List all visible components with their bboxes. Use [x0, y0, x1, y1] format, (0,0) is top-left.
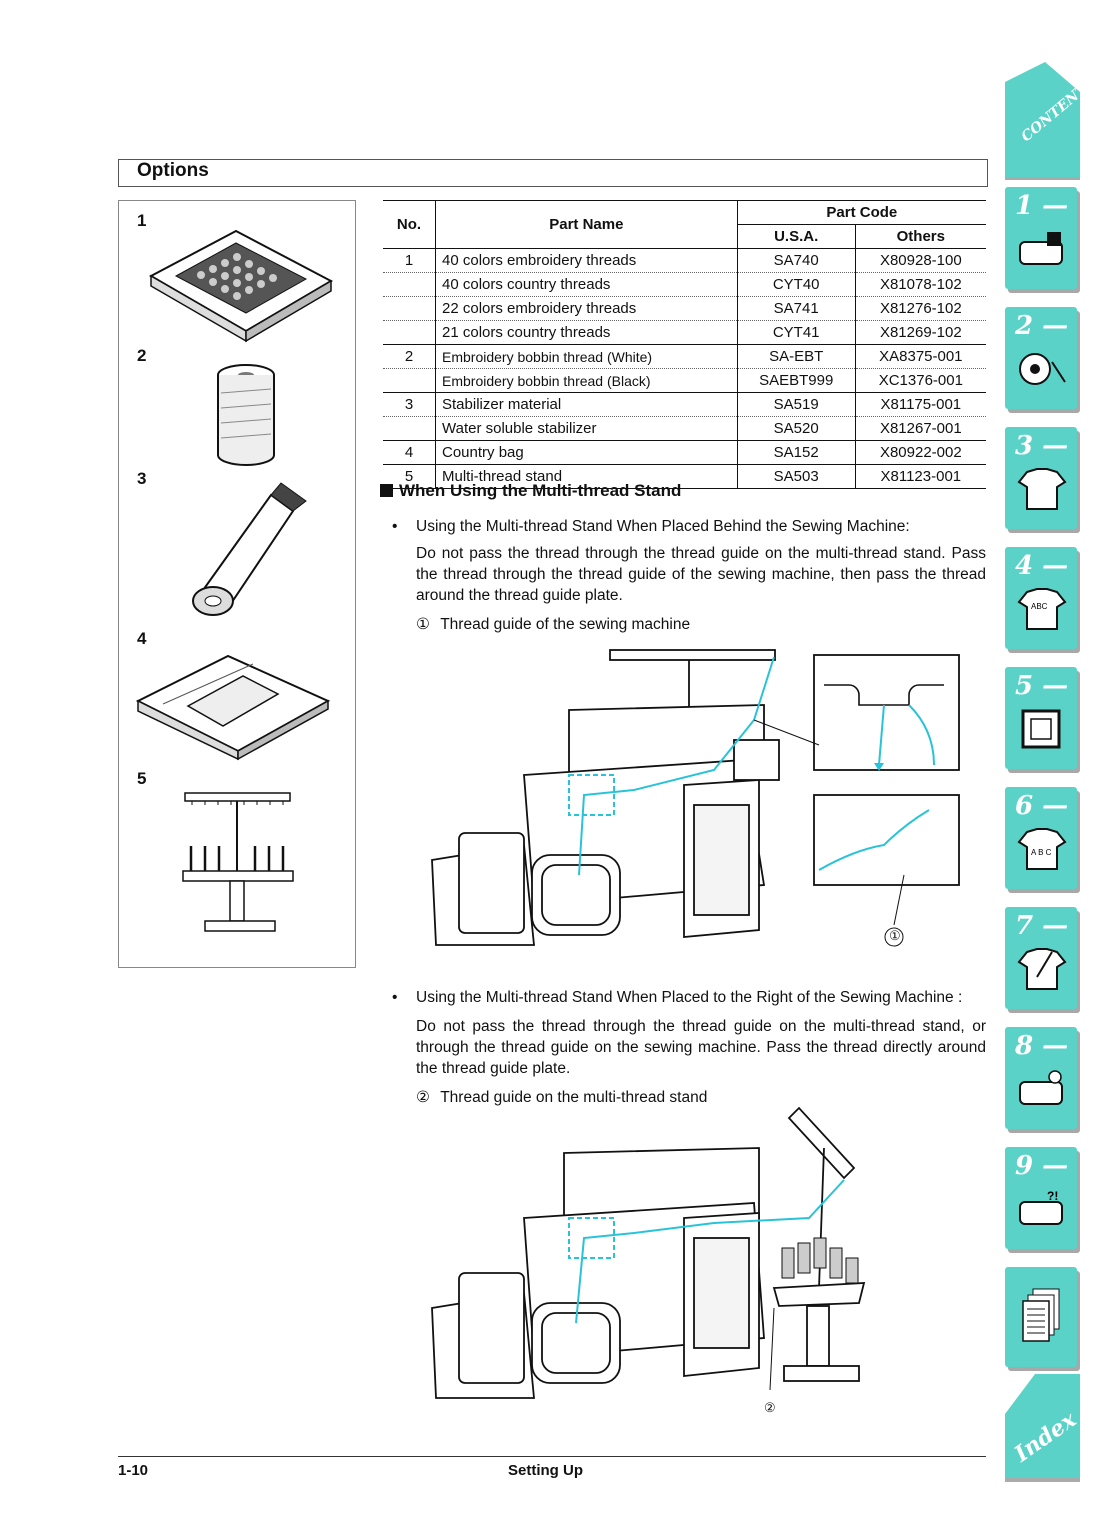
item-number-5: 5: [137, 769, 147, 788]
tab-chapter-4[interactable]: 4 — ABC: [1005, 547, 1077, 649]
table-row: [383, 297, 986, 321]
page-number: 1-10: [118, 1462, 149, 1479]
contents-label: CONTENTS: [1018, 74, 1098, 146]
machine-stand-behind-illustration: [414, 645, 986, 960]
col-header-part-code: Part Code: [737, 201, 986, 225]
table-row: [383, 441, 986, 465]
row-no: [383, 273, 436, 297]
thread-spool-icon: [1017, 347, 1067, 392]
tab-chapter-5[interactable]: 5 —: [1005, 667, 1077, 769]
row-others-code: XA8375-001: [879, 348, 963, 365]
bullet-dot: •: [392, 989, 398, 1006]
embroidered-shirt-icon: [1017, 587, 1067, 632]
square-bullet-icon: [380, 484, 393, 497]
item-number-2: 2: [137, 346, 147, 365]
bullet1-body: Do not pass the thread through the thread guide on the multi-thread stand. Pass the thread through the thread guide of the sewing machine, then pass the thread around the thread guide plate.: [416, 545, 986, 604]
abc-icon-text: ABC: [1031, 602, 1048, 611]
machine-troubleshoot-icon: [1017, 1187, 1067, 1232]
col-header-usa: U.S.A.: [737, 225, 855, 249]
row-part-name: Water soluble stabilizer: [436, 417, 738, 441]
row-usa-code: SAEBT999: [737, 369, 855, 393]
bullet-dot: •: [392, 518, 398, 535]
tab-index[interactable]: [1005, 1374, 1080, 1482]
country-bag-illustration: [133, 646, 333, 761]
chapter-tabs: [1000, 62, 1098, 1482]
tab-chapter-2[interactable]: 2 —: [1005, 307, 1077, 409]
row-no: [383, 417, 436, 441]
col-header-part-name: Part Name: [436, 201, 738, 249]
index-label: Index: [1009, 1406, 1082, 1468]
row-others-code: X81269-102: [879, 324, 962, 341]
callout-2: ②: [764, 1400, 776, 1415]
row-part-name: 21 colors country threads: [436, 321, 738, 345]
row-no: 4: [383, 441, 436, 465]
row-others-code: X81267-001: [879, 420, 962, 437]
row-others-code: X81123-001: [880, 468, 962, 485]
row-usa-code: SA-EBT: [737, 345, 855, 369]
row-part-name: Multi-thread stand: [436, 465, 738, 489]
bullet2-heading: Using the Multi-thread Stand When Placed to the Right of the Sewing Machine :: [416, 989, 963, 1006]
shirt-edit-icon: [1017, 947, 1067, 992]
row-no: 1: [383, 249, 436, 273]
col-header-no: No.: [383, 201, 436, 249]
row-usa-code: SA520: [737, 417, 855, 441]
table-row: [383, 417, 986, 441]
row-part-name: Country bag: [436, 441, 738, 465]
row-others-code: X81276-102: [879, 300, 962, 317]
row-part-name: Embroidery bobbin thread (Black): [436, 369, 738, 393]
row-others-code: XC1376-001: [878, 372, 963, 389]
item-number-1: 1: [137, 211, 147, 230]
table-row: [383, 321, 986, 345]
tab-chapter-1[interactable]: 1 —: [1005, 187, 1077, 289]
options-parts-table: [383, 200, 986, 489]
bullet1-heading: Using the Multi-thread Stand When Placed Behind the Sewing Machine:: [416, 518, 910, 535]
row-part-name: 22 colors embroidery threads: [436, 297, 738, 321]
row-part-name: 40 colors embroidery threads: [436, 249, 738, 273]
item-number-4: 4: [137, 629, 147, 648]
bullet-right-of-machine: [392, 987, 986, 1108]
pages-icon: [1023, 1287, 1063, 1347]
question-icon-text: ?!: [1047, 1189, 1059, 1203]
section-header: [118, 159, 988, 187]
row-usa-code: SA519: [737, 393, 855, 417]
tab-chapter-8[interactable]: 8 —: [1005, 1027, 1077, 1129]
embroidery-frame-icon: [1017, 707, 1067, 752]
row-no: 3: [383, 393, 436, 417]
row-usa-code: SA152: [737, 441, 855, 465]
shirt-letters-icon: [1017, 827, 1067, 872]
abc-curved-icon-text: A B C: [1031, 848, 1052, 857]
row-usa-code: CYT40: [737, 273, 855, 297]
table-row: [383, 273, 986, 297]
row-no: [383, 369, 436, 393]
callout-1: ①: [889, 928, 901, 943]
row-no: [383, 297, 436, 321]
bobbin-thread-spool-illustration: [211, 363, 281, 468]
row-others-code: X81175-001: [880, 396, 962, 413]
item-number-3: 3: [137, 469, 147, 488]
row-part-name: Embroidery bobbin thread (White): [436, 345, 738, 369]
row-others-code: X80928-100: [879, 252, 962, 269]
footer-divider: [118, 1456, 986, 1457]
machine-stand-right-illustration: [414, 1108, 874, 1413]
row-others-code: X80922-002: [879, 444, 962, 461]
row-usa-code: SA740: [737, 249, 855, 273]
tab-chapter-9[interactable]: 9 — ?!: [1005, 1147, 1077, 1249]
table-row: [383, 369, 986, 393]
tab-pages[interactable]: [1005, 1267, 1077, 1367]
row-part-name: Stabilizer material: [436, 393, 738, 417]
table-row: [383, 249, 986, 273]
multi-thread-stand-illustration: [177, 791, 297, 941]
section-title: Options: [137, 160, 209, 181]
row-usa-code: CYT41: [737, 321, 855, 345]
row-usa-code: SA503: [737, 465, 855, 489]
tab-contents[interactable]: [1005, 62, 1098, 177]
note-marker: ①: [416, 616, 430, 633]
footer-chapter: Setting Up: [508, 1462, 583, 1479]
row-no: 2: [383, 345, 436, 369]
bullet2-body: Do not pass the thread through the thread guide on the multi-thread stand, or through the thread guide on the sewing machine. Pass the thread directly around the thread guide plate.: [416, 1018, 986, 1077]
stabilizer-roll-illustration: [181, 483, 321, 623]
row-usa-code: SA741: [737, 297, 855, 321]
row-others-code: X81078-102: [879, 276, 962, 293]
sewing-machine-icon: [1017, 227, 1067, 272]
bullet2-note: ② Thread guide on the multi-thread stand: [416, 1089, 708, 1106]
table-row: [383, 345, 986, 369]
bullet1-note: ① Thread guide of the sewing machine: [416, 616, 691, 633]
col-header-others: Others: [896, 228, 945, 245]
tab-chapter-3[interactable]: 3 —: [1005, 427, 1077, 529]
note-marker: ②: [416, 1089, 430, 1106]
tab-chapter-7[interactable]: 7 —: [1005, 907, 1077, 1009]
tab-chapter-6[interactable]: 6 — A B C: [1005, 787, 1077, 889]
row-part-name: 40 colors country threads: [436, 273, 738, 297]
row-no: [383, 321, 436, 345]
thread-box-illustration: [141, 221, 341, 341]
bullet-behind-machine: [392, 516, 986, 635]
subsection-title: When Using the Multi-thread Stand: [380, 481, 681, 501]
machine-maintenance-icon: [1017, 1067, 1067, 1112]
shirt-icon: [1017, 467, 1067, 512]
table-row: [383, 393, 986, 417]
row-no: 5: [383, 465, 436, 489]
options-illustration-box: [118, 200, 356, 968]
